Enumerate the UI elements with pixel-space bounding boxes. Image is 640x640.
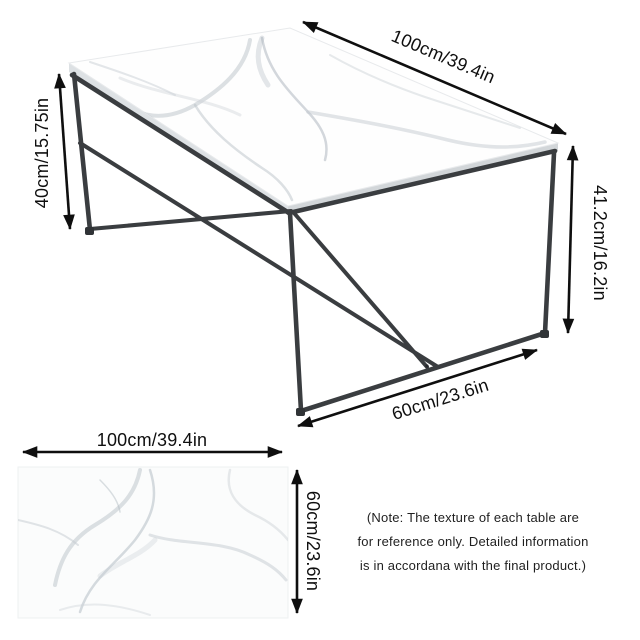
frame-foot-right [540, 330, 549, 338]
frame-screw [425, 364, 428, 367]
frame-near-post [290, 213, 301, 411]
dim-label-depth-3d: 60cm/23.6in [389, 374, 492, 424]
note-text [333, 506, 613, 578]
frame-right-post [545, 153, 554, 333]
dim-label-depth-topview: 60cm/23.6in [303, 490, 323, 592]
dim-arrow-height-left [59, 74, 70, 229]
dim-label-height-left: 40cm/15.75in [32, 97, 52, 209]
frame-foot-near [296, 408, 305, 416]
note-line-2: for reference only. Detailed information [357, 534, 589, 549]
dim-label-length-3d: 100cm/39.4in [388, 25, 499, 88]
note-line-3: is in accordana with the final product.) [359, 558, 587, 573]
dim-label-height-right: 41.2cm/16.2in [590, 185, 610, 301]
dim-label-width-topview: 100cm/39.4in [96, 430, 208, 450]
frame-left-post [74, 74, 90, 230]
note-line-1: (Note: The texture of each table are [366, 510, 580, 525]
dim-arrow-height-right [568, 146, 573, 333]
table-3d-view [32, 22, 610, 426]
tabletop-top-view [18, 430, 323, 618]
frame-foot-left [85, 227, 94, 235]
